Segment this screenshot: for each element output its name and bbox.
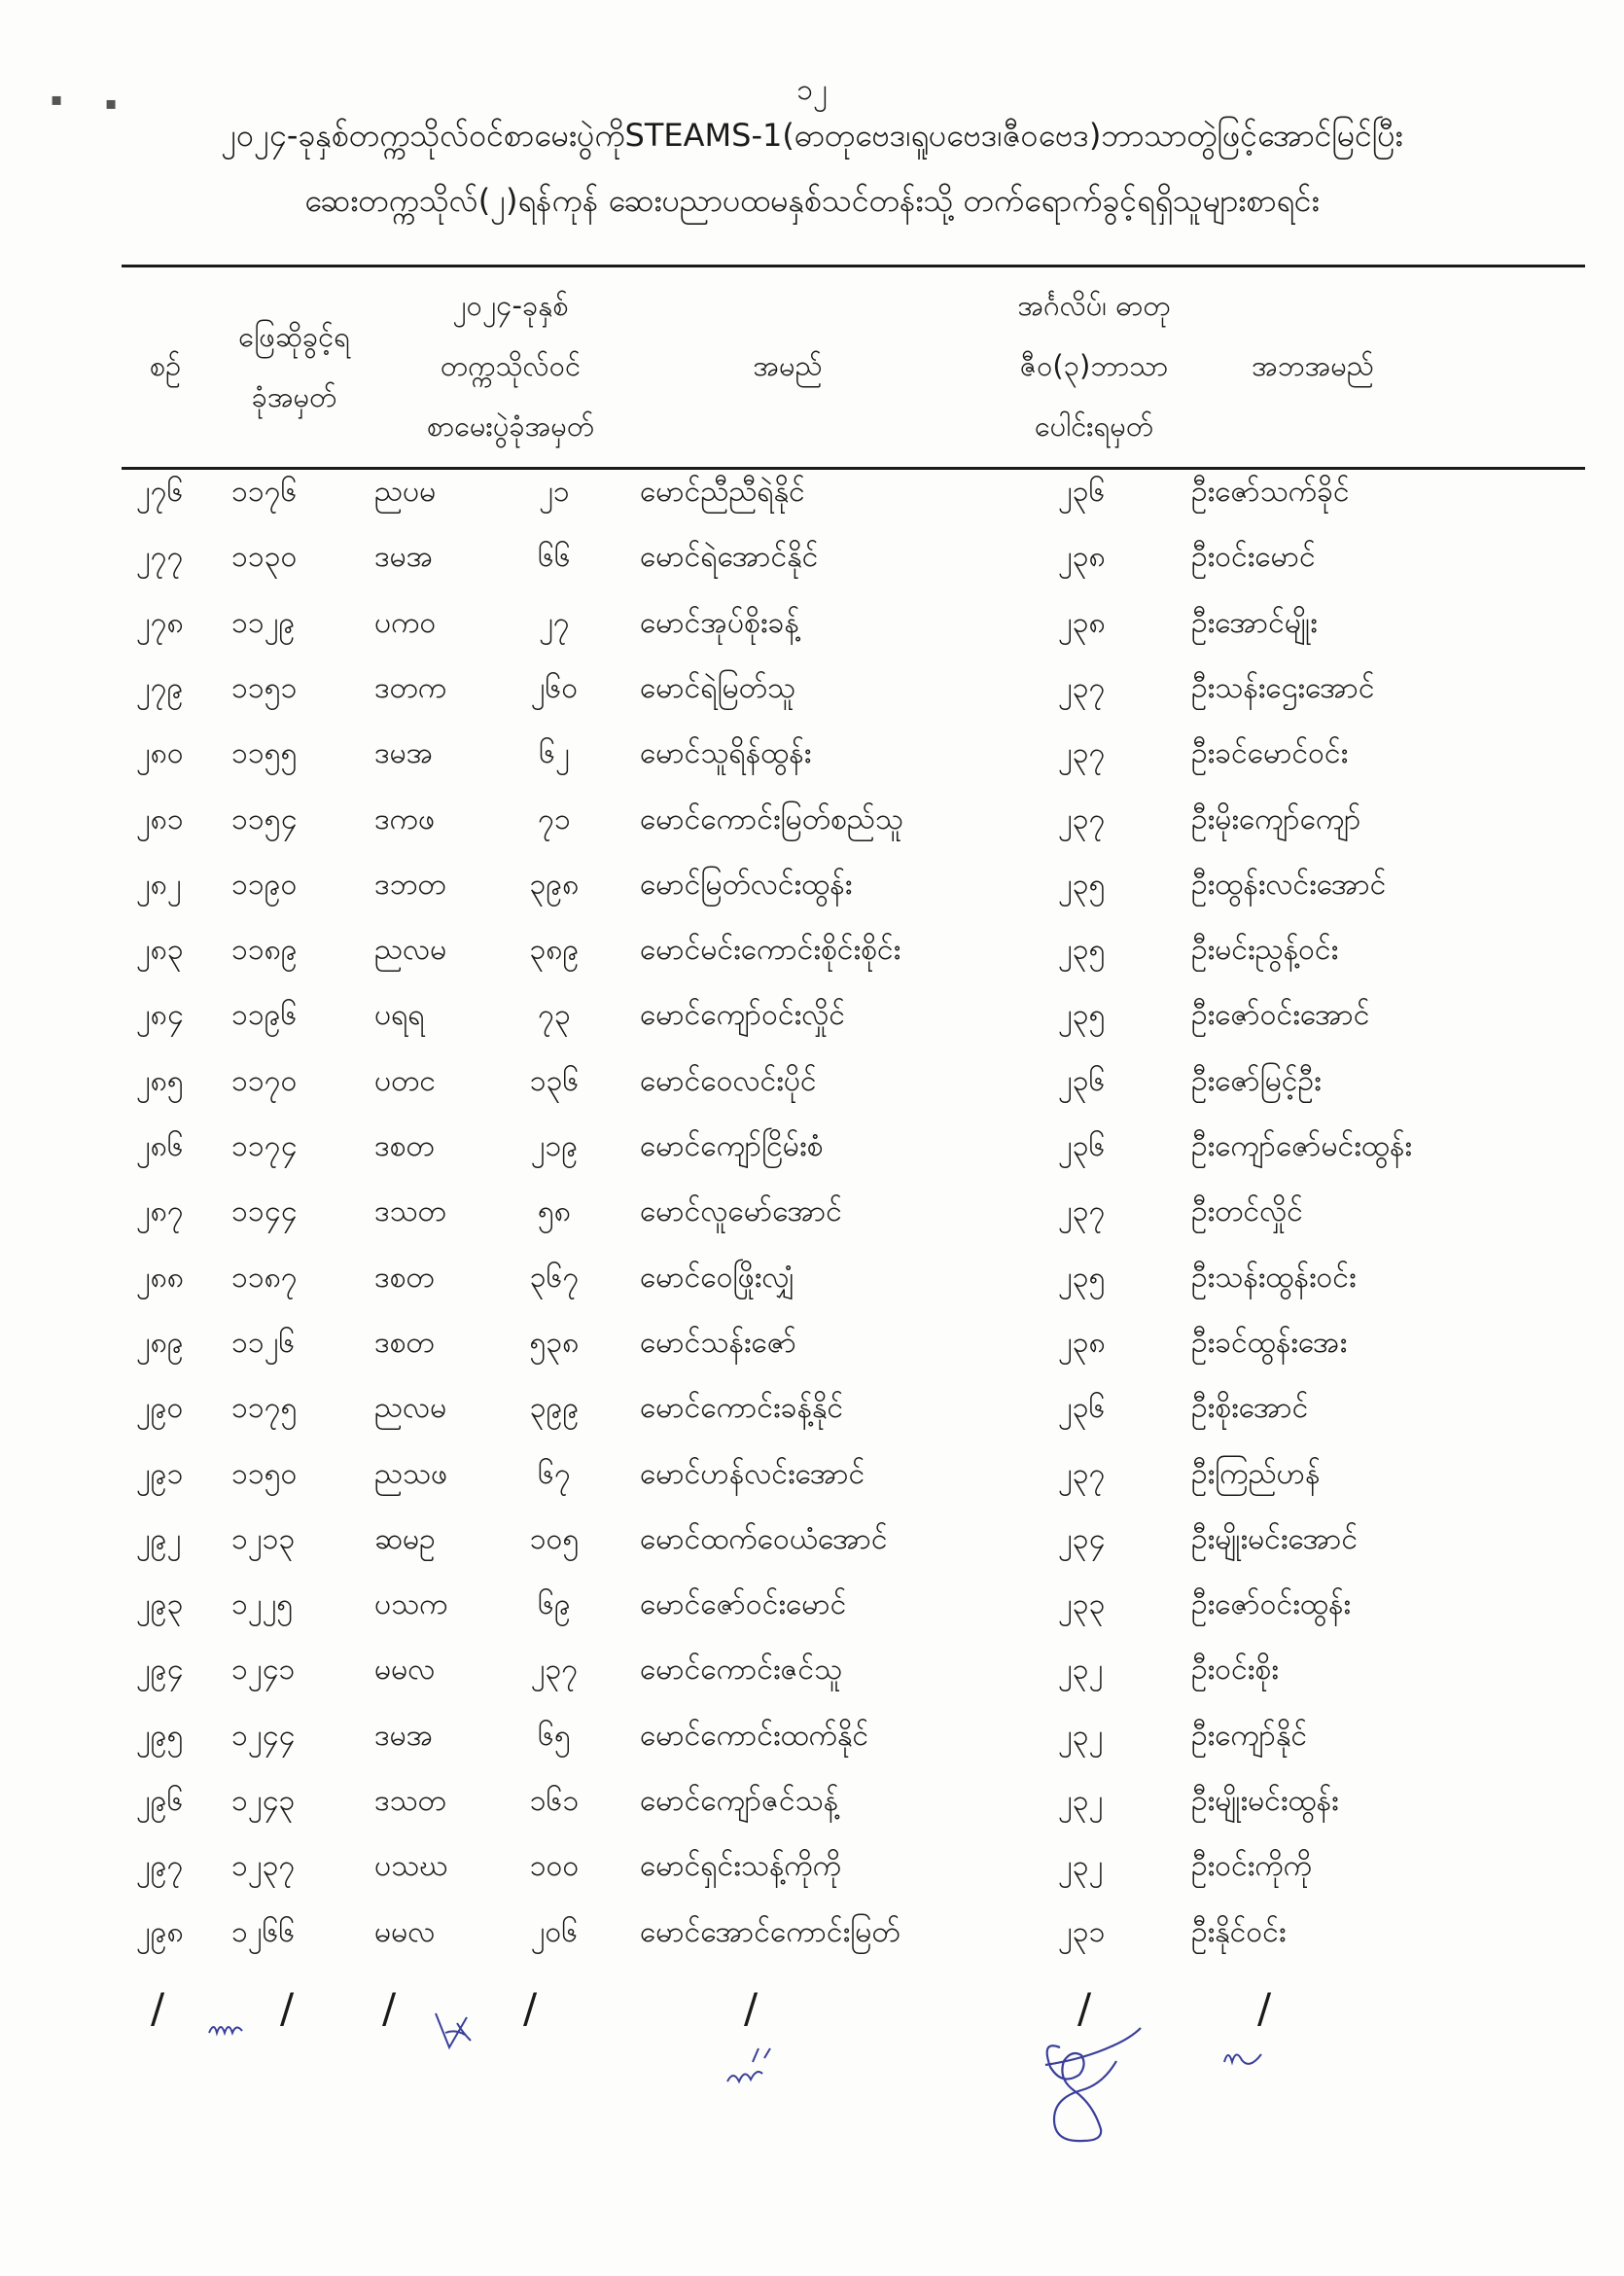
table-row [0,733,1624,799]
cell-code: ဒမအ [374,1718,434,1753]
table-row [0,603,1624,668]
cell-name: မောင်ကျော်ငြိမ်းစံ [640,1129,824,1163]
cell-score: ၂၃၅ [1058,933,1106,968]
cell-score: ၂၃၄ [1058,1521,1106,1556]
cell-roll: ၁၁၅၀ [231,1456,298,1491]
cell-score: ၂၃၅ [1058,1260,1106,1295]
header-score-line-1: အင်္ဂလိပ်၊ ဓာတု [1017,289,1171,322]
cell-sr: ၂၇၆ [136,475,184,509]
cell-roll: ၁၁၇၀ [231,1063,298,1098]
cell-name: မောင်ကျော်ဇင်သန့် [640,1784,839,1818]
cell-sr: ၂၉၂ [136,1521,182,1556]
cell-num: ၁၀၀ [529,1849,580,1884]
slash-mark: / [1077,1984,1092,2032]
table-row [0,1912,1624,1977]
cell-name: မောင်ရဲအောင်နိုင် [640,540,819,575]
table-row [0,1519,1624,1584]
cell-num: ၁၆၁ [529,1784,580,1818]
table-row [0,1126,1624,1191]
cell-code: ဒသတ [374,1784,446,1818]
cell-score: ၂၃၂ [1058,1653,1104,1688]
cell-roll: ၁၁၃၀ [231,540,298,575]
cell-code: ပတင [374,1063,436,1098]
cell-roll: ၁၁၂၉ [231,605,296,640]
cell-num: ၂၀၆ [530,1914,579,1949]
cell-roll: ၁၁၄၄ [231,1194,298,1229]
cell-name: မောင်မြတ်လင်းထွန်း [640,867,853,902]
signature-initials-3 [720,2033,788,2101]
cell-father: ဦးဇော်ဝင်းအောင် [1191,998,1370,1033]
cell-name: မောင်ရှင်းသန့်ကိုကို [640,1849,842,1884]
cell-code: ဒစတ [374,1325,435,1360]
header-serial: စဉ် [149,349,182,382]
cell-father: ဦးမိုးကျော်ကျော် [1191,801,1361,836]
cell-father: ဦးမျိုးမင်းအောင် [1191,1521,1359,1556]
table-row [0,865,1624,930]
cell-score: ၂၃၇ [1058,1456,1106,1491]
cell-sr: ၂၉၃ [136,1587,184,1622]
header-score-line-3: ပေါင်းရမှတ် [1034,409,1154,443]
cell-roll: ၁၁၉၀ [231,867,298,902]
cell-name: မောင်သန်းဇော် [640,1325,797,1360]
cell-sr: ၂၉၇ [136,1849,184,1884]
cell-num: ၃၆၇ [529,1260,580,1295]
slash-mark: / [523,1984,538,2032]
scan-speck-2: ▪ [105,93,118,114]
cell-sr: ၂၇၈ [136,605,184,640]
cell-sr: ၂၉၆ [136,1784,184,1818]
table-row [0,1258,1624,1323]
cell-code: ညသဖ [374,1456,448,1491]
page-title-line-2: ဆေးတက္ကသိုလ်(၂)ရန်ကုန် ဆေးပညာပထမနှစ်သင်တန်းသို့ တက်ရောက်ခွင့်ရရှိသူများစာရင်း [304,182,1320,219]
cell-code: ပရရ [374,998,425,1033]
cell-roll: ၁၂၄၁ [231,1653,296,1688]
cell-sr: ၂၉၈ [136,1914,184,1949]
cell-roll: ၁၂၄၄ [231,1718,296,1753]
cell-code: ဒမအ [374,540,434,575]
table-row [0,472,1624,537]
cell-father: ဦးစိုးအောင် [1191,1391,1309,1426]
cell-name: မောင်မင်းကောင်းစိုင်းစိုင်း [640,933,901,968]
cell-roll: ၁၁၂၆ [231,1325,296,1360]
cell-sr: ၂၈၁ [136,801,184,836]
header-exam-roll-line-3: စာမေးပွဲခုံအမှတ် [426,409,595,443]
cell-name: မောင်လူမော်အောင် [640,1194,842,1229]
cell-num: ၃၉၈ [529,867,580,902]
cell-code: ဒစတ [374,1129,435,1163]
cell-code: ညပမ [374,475,437,509]
cell-name: မောင်ကောင်းခန့်နိုင် [640,1391,844,1426]
cell-sr: ၂၈၀ [136,736,184,771]
cell-father: ဦးမင်းညွန့်ဝင်း [1191,933,1339,968]
cell-father: ဦးဇော်ဝင်းထွန်း [1191,1587,1351,1622]
header-roll [209,306,379,427]
cell-num: ၂၁၉ [530,1129,579,1163]
cell-sr: ၂၉၄ [136,1653,184,1688]
table-row [0,1781,1624,1846]
cell-name: မောင်အောင်ကောင်းမြတ် [640,1914,900,1949]
cell-num: ၂၆၀ [530,670,579,705]
cell-num: ၂၁ [539,475,570,509]
cell-score: ၂၃၈ [1058,540,1106,575]
cell-num: ၃၉၉ [529,1391,580,1426]
cell-code: ဆမဥ [374,1521,436,1556]
cell-score: ၂၃၇ [1058,801,1106,836]
cell-num: ၆၆ [538,540,571,575]
cell-father: ဦးဝင်းကိုကို [1191,1849,1313,1884]
cell-father: ဦးအောင်မျိုး [1191,605,1318,640]
cell-num: ၆၂ [539,736,570,771]
cell-num: ၂၃၇ [530,1653,579,1688]
cell-name: မောင်ရဲမြတ်သူ [640,670,796,705]
cell-sr: ၂၇၇ [136,540,184,575]
signature-initials-2 [428,2004,486,2062]
cell-score: ၂၃၂ [1058,1784,1104,1818]
cell-father: ဦးကျော်ဇော်မင်းထွန်း [1191,1129,1412,1163]
cell-roll: ၁၂၂၅ [231,1587,294,1622]
table-row [0,1323,1624,1388]
cell-roll: ၁၂၆၆ [231,1914,296,1949]
cell-sr: ၂၉၅ [136,1718,184,1753]
cell-father: ဦးကြည်ဟန် [1191,1456,1321,1491]
header-exam-roll [379,275,642,456]
header-exam-roll-line-1: ၂၀၂၄-ခုနှစ် [452,289,569,322]
cell-num: ၅၃၈ [529,1325,580,1360]
cell-name: မောင်သူရိန်ထွန်း [640,736,812,771]
cell-father: ဦးထွန်းလင်းအောင် [1191,867,1387,902]
table-row [0,1388,1624,1453]
cell-roll: ၁၁၅၄ [231,801,298,836]
cell-score: ၂၃၅ [1058,867,1106,902]
cell-num: ၁၃၆ [529,1063,580,1098]
header-exam-roll-line-2: တက္ကသိုလ်ဝင် [440,349,582,382]
cell-num: ၇၃ [538,998,571,1033]
cell-code: ဒစတ [374,1260,435,1295]
header-father: အဘအမည် [1252,349,1374,382]
header-score-line-2: ဇီဝ(၃)ဘာသာ [1019,349,1169,382]
cell-num: ၅၈ [537,1194,571,1229]
cell-code: ညလမ [374,1391,447,1426]
cell-father: ဦးနိုင်ဝင်း [1191,1914,1287,1949]
table-top-rule [122,265,1585,267]
cell-sr: ၂၈၃ [136,933,184,968]
cell-code: မမလ [374,1914,436,1949]
cell-score: ၂၃၇ [1058,1194,1106,1229]
table-header-rule [122,467,1585,470]
cell-roll: ၁၂၄၃ [231,1784,296,1818]
cell-sr: ၂၈၉ [136,1325,184,1360]
cell-sr: ၂၈၄ [136,998,184,1033]
cell-father: ဦးဝင်းစိုး [1191,1653,1279,1688]
signature-initials-1 [204,2009,263,2047]
cell-score: ၂၃၆ [1058,475,1106,509]
page-number: ၁၂ [796,73,828,107]
cell-score: ၂၃၇ [1058,670,1106,705]
cell-name: မောင်ကျော်ဝင်းလှိုင် [640,998,845,1033]
cell-code: ပကဝ [374,605,437,640]
cell-name: မောင်ဝေလင်းပိုင် [640,1063,817,1098]
cell-father: ဦးကျော်နိုင် [1191,1718,1308,1753]
cell-num: ၆၇ [538,1456,571,1491]
slash-mark: / [744,1984,759,2032]
cell-score: ၂၃၂ [1058,1718,1104,1753]
cell-name: မောင်ထက်ဝေယံအောင် [640,1521,888,1556]
cell-num: ၆၉ [538,1587,571,1622]
header-roll-line-2: ခုံအမှတ် [251,380,337,413]
cell-roll: ၁၂၃၇ [231,1849,296,1884]
header-score [963,275,1225,456]
cell-name: မောင်ကောင်းထက်နိုင် [640,1718,869,1753]
scan-speck: ▪ [51,89,63,110]
cell-num: ၂၇ [539,605,570,640]
cell-father: ဦးသန်းဌေးအောင် [1191,670,1375,705]
cell-name: မောင်ဝေဖြိုးလျှံ [640,1260,795,1295]
cell-score: ၂၃၆ [1058,1063,1106,1098]
slash-mark: / [280,1984,295,2032]
cell-roll: ၁၁၈၉ [231,933,298,968]
cell-sr: ၂၈၂ [136,867,182,902]
cell-num: ၆၅ [538,1718,571,1753]
cell-score: ၂၃၂ [1058,1849,1104,1884]
table-row [0,800,1624,865]
table-row [0,668,1624,733]
cell-score: ၂၃၇ [1058,736,1106,771]
table-row [0,995,1624,1060]
cell-roll: ၁၁၅၅ [231,736,298,771]
cell-roll: ၁၂၁၃ [231,1521,296,1556]
cell-father: ဦးမျိုးမင်းထွန်း [1191,1784,1339,1818]
table-row [0,930,1624,995]
cell-name: မောင်ဇော်ဝင်းမောင် [640,1587,847,1622]
header-roll-line-1: ဖြေဆိုခွင့်ရ [238,320,350,353]
cell-sr: ၂၇၉ [136,670,184,705]
cell-roll: ၁၁၇၆ [231,475,298,509]
table-row [0,1650,1624,1715]
table-row [0,1061,1624,1126]
cell-num: ၃၈၉ [529,933,580,968]
slash-mark: / [151,1984,165,2032]
table-row [0,1716,1624,1781]
cell-score: ၂၃၈ [1058,1325,1106,1360]
cell-name: မောင်အုပ်စိုးခန့် [640,605,799,640]
cell-code: ပသက [374,1587,448,1622]
cell-father: ဦးတင်လှိုင် [1191,1194,1303,1229]
cell-code: ဒတက [374,670,447,705]
table-row [0,1584,1624,1650]
signature-initials-4 [1220,2043,1279,2072]
signature-main [1026,2018,1152,2145]
table-row [0,1846,1624,1911]
cell-name: မောင်ညီညီရဲနိုင် [640,475,805,509]
cell-father: ဦးခင်မောင်ဝင်း [1191,736,1349,771]
cell-sr: ၂၉၀ [136,1391,184,1426]
header-name: အမည် [753,349,823,382]
cell-father: ဦးခင်ထွန်းအေး [1191,1325,1348,1360]
cell-code: ပသဃ [374,1849,448,1884]
cell-roll: ၁၁၉၆ [231,998,298,1033]
cell-name: မောင်ကောင်းမြတ်စည်သူ [640,801,903,836]
cell-score: ၂၃၃ [1058,1587,1106,1622]
cell-score: ၂၃၈ [1058,605,1106,640]
cell-father: ဦးသန်းထွန်းဝင်း [1191,1260,1357,1295]
cell-score: ၂၃၁ [1058,1914,1106,1949]
cell-score: ၂၃၆ [1058,1129,1106,1163]
cell-roll: ၁၁၅၁ [231,670,298,705]
slash-mark: / [1257,1984,1272,2032]
cell-sr: ၂၈၆ [136,1129,184,1163]
cell-name: မောင်ကောင်းဇင်သူ [640,1653,843,1688]
cell-roll: ၁၁၈၇ [231,1260,298,1295]
cell-sr: ၂၉၁ [136,1456,184,1491]
cell-father: ဦးဇော်သက်ခိုင် [1191,475,1350,509]
cell-father: ဦးဇော်မြင့်ဦး [1191,1063,1322,1098]
cell-name: မောင်ဟန်လင်းအောင် [640,1456,865,1491]
page-title-line-1: ၂၀၂၄-ခုနှစ်တက္ကသိုလ်ဝင်စာမေးပွဲကိုSTEAMS-1(ဓာတုဗေဒ၊ရူပဗေဒ၊ဇီဝဗေဒ)ဘာသာတွဲဖြင့်အောင်မြင်ပြီး [221,117,1403,154]
cell-father: ဦးဝင်းမောင် [1191,540,1316,575]
cell-num: ၇၁ [538,801,571,836]
cell-sr: ၂၈၇ [136,1194,184,1229]
cell-num: ၁၀၅ [529,1521,580,1556]
cell-score: ၂၃၆ [1058,1391,1106,1426]
cell-code: ညလမ [374,933,447,968]
cell-roll: ၁၁၇၅ [231,1391,298,1426]
cell-code: ဒသတ [374,1194,446,1229]
cell-score: ၂၃၅ [1058,998,1106,1033]
cell-code: ဒမအ [374,736,434,771]
cell-sr: ၂၈၅ [136,1063,184,1098]
cell-code: ဒဘတ [374,867,446,902]
table-row [0,1454,1624,1519]
slash-mark: / [382,1984,397,2032]
table-row [0,537,1624,602]
cell-code: မမလ [374,1653,436,1688]
table-row [0,1191,1624,1257]
cell-code: ဒကဖ [374,801,436,836]
cell-sr: ၂၈၈ [136,1260,185,1295]
cell-roll: ၁၁၇၄ [231,1129,298,1163]
